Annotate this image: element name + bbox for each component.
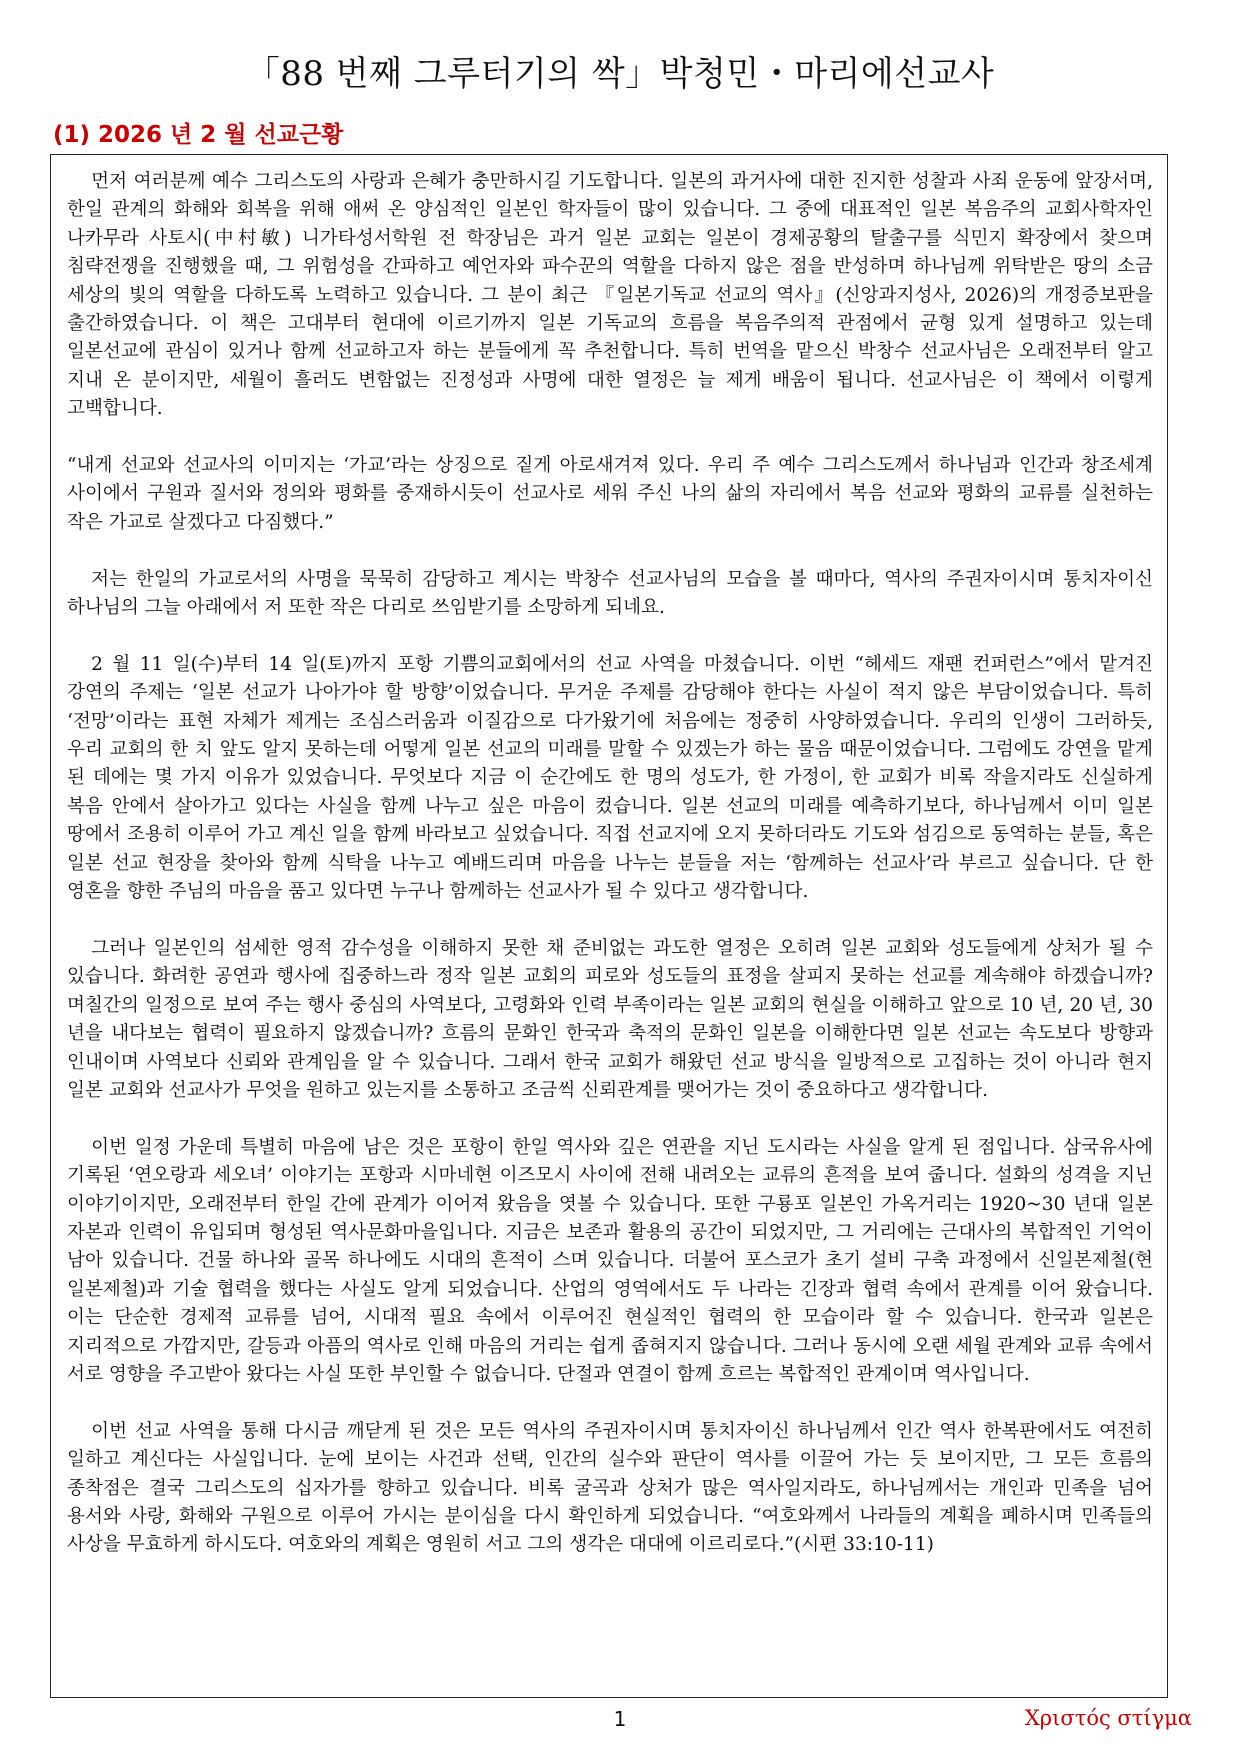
- footer-signature: Χριστός στίγμα: [1024, 1706, 1192, 1730]
- paragraph-quote: “내게 선교와 선교사의 이미지는 ‘가교’라는 상징으로 짙게 아로새겨져 있다. 우리 주 예수 그리스도께서 하나님과 인간과 창조세계 사이에서 구원과 질서와 정의와 평화를 중재하시듯이 선교사로 세워 주신 나의 삶의 자리에서 복음 선교와 평화의 교류를 실천하는 작은 가교로 살겠다고 다짐했다.”: [67, 455, 1153, 533]
- letter-body-box: [50, 154, 1168, 1698]
- paragraph-conference: 2 월 11 일(수)부터 14 일(토)까지 포항 기쁨의교회에서의 선교 사역을 마쳤습니다. 이번 “헤세드 재팬 컨퍼런스”에서 맡겨진 강연의 주제는 ‘일본 선교가 나아가야 할 방향’이었습니다. 무거운 주제를 감당해야 한다는 사실이 적지 않은 부담이었습니다. 특히 ‘전망’이라는 표현 자체가 제게는 조심스러움과 이질감으로 다가왔기에 처음에는 정중히 사양하였습니다. 우리의 인생이 그러하듯, 우리 교회의 한 치 앞도 알지 못하는데 어떻게 일본 선교의 미래를 말할 수 있겠는가 하는 물음 때문이었습니다. 그럼에도 강연을 맡게 된 데에는 몇 가지 이유가 있었습니다. 무엇보다 지금 이 순간에도 한 명의 성도가, 한 가정이, 한 교회가 비록 작을지라도 신실하게 복음 안에서 살아가고 있다는 사실을 함께 나누고 싶은 마음이 컸습니다. 일본 선교의 미래를 예측하기보다, 하나님께서 이미 일본 땅에서 조용히 이루어 가고 계신 일을 함께 바라보고 싶었습니다. 직접 선교지에 오지 못하더라도 기도와 섬김으로 동역하는 분들, 혹은 일본 선교 현장을 찾아와 함께 식탁을 나누고 예배드리며 마음을 나누는 분들을 저는 ‘함께하는 선교사’라 부르고 싶습니다. 단 한 영혼을 향한 주님의 마음을 품고 있다면 누구나 함께하는 선교사가 될 수 있다고 생각합니다.: [67, 653, 1153, 903]
- page-number: 1: [613, 1707, 627, 1731]
- paragraph-pohang-history: 이번 일정 가운데 특별히 마음에 남은 것은 포항이 한일 역사와 깊은 연관을 지닌 도시라는 사실을 알게 된 점입니다. 삼국유사에 기록된 ‘연오랑과 세오녀’ 이야기는 포항과 시마네현 이즈모시 사이에 전해 내려오는 교류의 흔적을 보여 줍니다. 설화의 성격을 지닌 이야기이지만, 오래전부터 한일 간에 관계가 이어져 왔음을 엿볼 수 있습니다. 또한 구룡포 일본인 가옥거리는 1920~30 년대 일본 자본과 인력이 유입되며 형성된 역사문화마을입니다. 지금은 보존과 활용의 공간이 되었지만, 그 거리에는 근대사의 복합적인 기억이 남아 있습니다. 건물 하나와 골목 하나에도 시대의 흔적이 스며 있습니다. 더불어 포스코가 초기 설비 구축 과정에서 신일본제철(현 일본제철)과 기술 협력을 했다는 사실도 알게 되었습니다. 산업의 영역에서도 두 나라는 긴장과 협력 속에서 관계를 이어 왔습니다. 이는 단순한 경제적 교류를 넘어, 시대적 필요 속에서 이루어진 현실적인 협력의 한 모습이라 할 수 있습니다. 한국과 일본은 지리적으로 가깝지만, 갈등과 아픔의 역사로 인해 마음의 거리는 쉽게 좁혀지지 않습니다. 그러나 동시에 오랜 세월 관계와 교류 속에서 서로 영향을 주고받아 왔다는 사실 또한 부인할 수 없습니다. 단절과 연결이 함께 흐르는 복합적인 관계이며 역사입니다.: [67, 1136, 1153, 1385]
- page-title: 「88 번째 그루터기의 싹」박청민・마리에선교사: [245, 54, 995, 94]
- paragraph-intro: 먼저 여러분께 예수 그리스도의 사랑과 은혜가 충만하시길 기도합니다. 일본의 과거사에 대한 진지한 성찰과 사죄 운동에 앞장서며, 한일 관계의 화해와 회복을 위해 애써 온 양심적인 일본인 학자들이 많이 있습니다. 그 중에 대표적인 일본 복음주의 교회사학자인 나카무라 사토시(中村敏) 니가타성서학원 전 학장님은 과거 일본 교회는 일본이 경제공황의 탈출구를 식민지 확장에서 찾으며 침략전쟁을 진행했을 때, 그 위험성을 간파하고 예언자와 파수꾼의 역할을 다하지 않은 점을 반성하며 하나님께 위탁받은 땅의 소금 세상의 빛의 역할을 다하도록 노력하고 있습니다. 그 분이 최근 『일본기독교 선교의 역사』(신앙과지성사, 2026)의 개정증보판을 출간하였습니다. 이 책은 고대부터 현대에 이르기까지 일본 기독교의 흐름을 복음주의적 관점에서 균형 있게 설명하고 있는데 일본선교에 관심이 있거나 함께 선교하고자 하는 분들에게 꼭 추천합니다. 특히 번역을 맡으신 박창수 선교사님은 오래전부터 알고 지내 온 분이지만, 세월이 흘러도 변함없는 진정성과 사명에 대한 열정은 늘 제게 배움이 됩니다. 선교사님은 이 책에서 이렇게 고백합니다.: [67, 171, 1153, 420]
- paragraph-bridge: 저는 한일의 가교로서의 사명을 묵묵히 감당하고 계시는 박창수 선교사님의 모습을 볼 때마다, 역사의 주권자이시며 통치자이신 하나님의 그늘 아래에서 저 또한 작은 다리로 쓰임받기를 소망하게 되네요.: [67, 568, 1153, 619]
- paragraph-caution: 그러나 일본인의 섬세한 영적 감수성을 이해하지 못한 채 준비없는 과도한 열정은 오히려 일본 교회와 성도들에게 상처가 될 수 있습니다. 화려한 공연과 행사에 집중하느라 정작 일본 교회의 피로와 성도들의 표정을 살피지 못하는 선교를 계속해야 하겠습니까? 며칠간의 일정으로 보여 주는 행사 중심의 사역보다, 고령화와 인력 부족이라는 일본 교회의 현실을 이해하고 앞으로 10 년, 20 년, 30 년을 내다보는 협력이 필요하지 않겠습니까? 흐름의 문화인 한국과 축적의 문화인 일본을 이해한다면 일본 선교는 속도보다 방향과 인내이며 사역보다 신뢰와 관계임을 알 수 있습니다. 그래서 한국 교회가 해왔던 선교 방식을 일방적으로 고집하는 것이 아니라 현지 일본 교회와 선교사가 무엇을 원하고 있는지를 소통하고 조금씩 신뢰관계를 맺어가는 것이 중요하다고 생각합니다.: [67, 937, 1153, 1101]
- paragraph-conclusion: 이번 선교 사역을 통해 다시금 깨닫게 된 것은 모든 역사의 주권자이시며 통치자이신 하나님께서 인간 역사 한복판에서도 여전히 일하고 계신다는 사실입니다. 눈에 보이는 사건과 선택, 인간의 실수와 판단이 역사를 이끌어 가는 듯 보이지만, 그 모든 흐름의 종착점은 결국 그리스도의 십자가를 향하고 있습니다. 비록 굴곡과 상처가 많은 역사일지라도, 하나님께서는 개인과 민족을 넘어 용서와 사랑, 화해와 구원으로 이루어 가시는 분이심을 다시 확인하게 되었습니다. “여호와께서 나라들의 계획을 폐하시며 민족들의 사상을 무효하게 하시도다. 여호와의 계획은 영원히 서고 그의 생각은 대대에 이르리로다.”(시편 33:10-11): [67, 1420, 1153, 1556]
- section-heading: (1) 2026 년 2 월 선교근황: [53, 122, 344, 148]
